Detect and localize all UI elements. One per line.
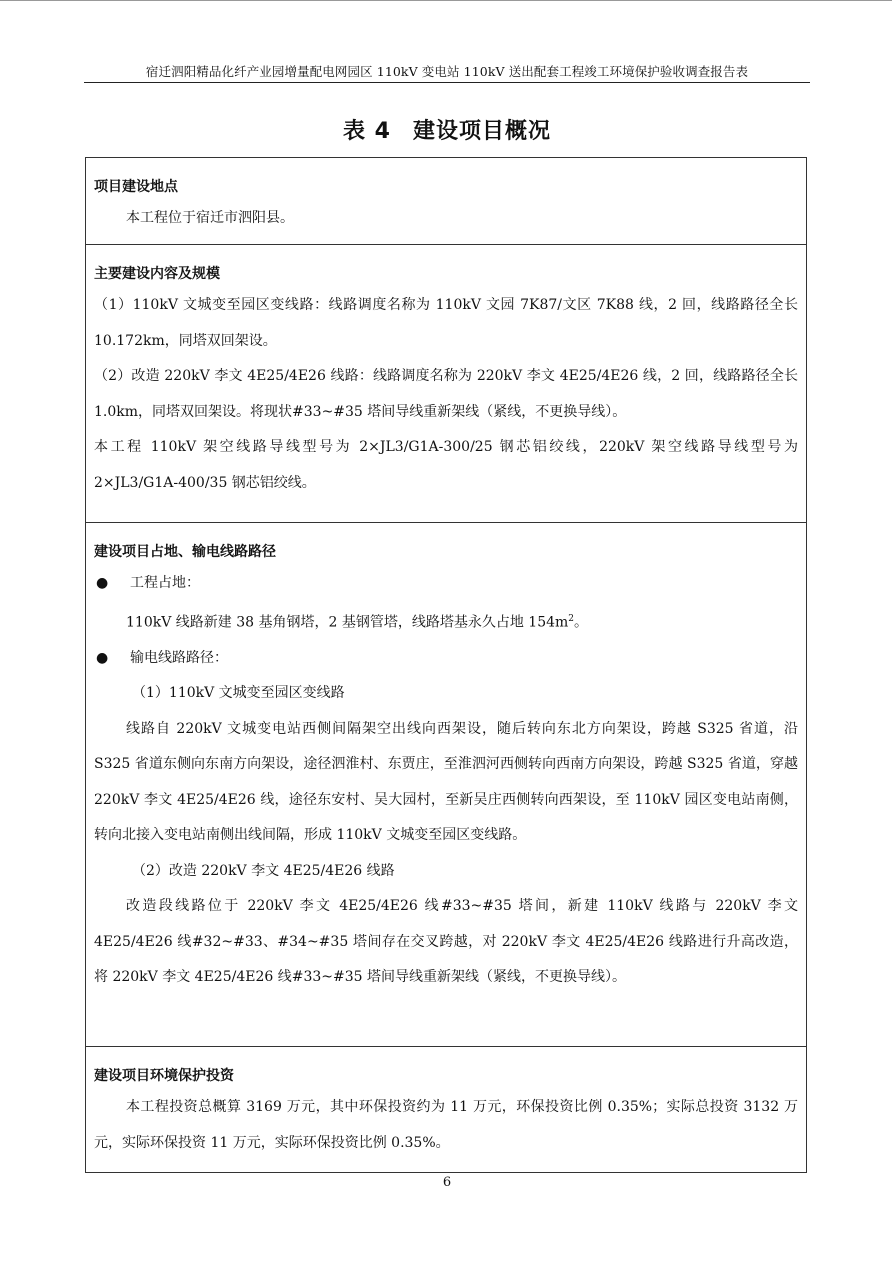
table-title	[84, 114, 810, 145]
location-text: 本工程位于宿迁市泗阳县。	[126, 210, 294, 226]
bullet-dot-icon: ●	[96, 575, 109, 591]
land-occupation-text: 110kV 线路新建 38 基角钢塔，2 基钢管塔，线路塔基永久占地 $154m^2$。	[126, 613, 589, 631]
table-number: 表 4	[343, 119, 391, 144]
section-investment	[86, 1046, 806, 1172]
header-rule	[84, 82, 810, 83]
bullet-land-label: 工程占地：	[130, 575, 200, 591]
superscript-2: 2	[568, 613, 575, 624]
section-heading-investment: 建设项目环境保护投资	[94, 1068, 234, 1084]
route-2-text: 改造段线路位于 220kV 李文 4E25/4E26 线#33~#35 塔间，新建 110kV 线路与 220kV 李文 4E25/4E26 线#32~#33、#34~#35 塔间存在交叉跨越，对 220kV 李文 4E25/4E26 线路进行升高改造，将 220kV 李文 4E25/4E26 线#33~#35 塔间导线重新架线（紧线，不更换导线）。	[94, 898, 798, 986]
section-land-and-route	[86, 522, 806, 1046]
section-heading-land: 建设项目占地、输电线路路径	[94, 544, 276, 560]
section-construction-content	[86, 244, 806, 522]
bullet-dot-icon: ●	[96, 649, 109, 666]
bullet-route-label: 输电线路路径：	[130, 649, 228, 666]
running-header: 宿迁泗阳精品化纤产业园增量配电网园区 110kV 变电站 110kV 送出配套工程竣工环境保护验收调查报告表	[145, 64, 749, 79]
bullet-route	[94, 641, 798, 677]
content-item-1: （1）110kV 文城变至园区变线路：线路调度名称为 110kV 文园 7K87/文区 7K88 线，2 回，线路路径全长 10.172km，同塔双回架设。	[94, 297, 798, 349]
page-number: 6	[442, 1175, 452, 1190]
page-top-border	[0, 0, 892, 1]
route-1-text: 线路自 220kV 文城变电站西侧间隔架空出线向西架设，随后转向东北方向架设，跨越 S325 省道，沿 S325 省道东侧向东南方向架设，途径泗淮村、东贾庄，至淮泗河西侧转向西南方向架设，跨越 S325 省道，穿越 220kV 李文 4E25/4E26 线，途径东安村、吴大园村，至新吴庄西侧转向西架设，至 110kV 园区变电站南侧，转向北接入变电站南侧出线间隔，形成 110kV 文城变至园区变线路。	[94, 720, 798, 844]
route-2-title: （2）改造 220kV 李文 4E25/4E26 线路	[132, 862, 395, 879]
section-heading-location: 项目建设地点	[94, 179, 178, 195]
bullet-land-occupation	[94, 566, 798, 602]
section-location	[86, 158, 806, 244]
overview-table	[85, 157, 807, 1173]
route-1-title: （1）110kV 文城变至园区变线路	[132, 685, 345, 702]
section-heading-content: 主要建设内容及规模	[94, 266, 220, 282]
content-item-2: （2）改造 220kV 李文 4E25/4E26 线路：线路调度名称为 220kV 李文 4E25/4E26 线，2 回，线路路径全长 1.0km，同塔双回架设。将现状#33~#35 塔间导线重新架线（紧线，不更换导线）。	[94, 368, 798, 420]
table-title-text: 建设项目概况	[412, 119, 551, 144]
investment-text: 本工程投资总概算 3169 万元，其中环保投资约为 11 万元，环保投资比例 0.35%；实际总投资 3132 万元，实际环保投资 11 万元，实际环保投资比例 0.35%。	[94, 1099, 798, 1151]
content-conductor: 本工程 110kV 架空线路导线型号为 2×JL3/G1A-300/25 钢芯铝绞线，220kV 架空线路导线型号为 2×JL3/G1A-400/35 钢芯铝绞线。	[94, 439, 798, 491]
